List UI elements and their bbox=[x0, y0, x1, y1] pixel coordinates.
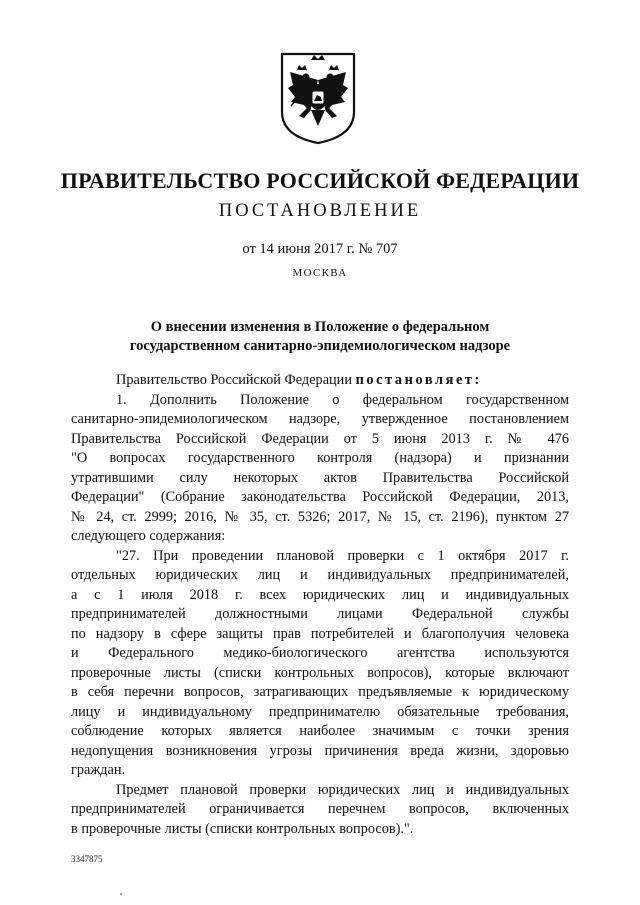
subject-line: О внесении изменения в Положение о федеральном bbox=[150, 319, 490, 335]
russian-coat-of-arms-icon bbox=[277, 50, 359, 146]
body-line: "27. При проведении плановой проверки с 1 октября 2017 г. bbox=[116, 547, 569, 564]
document-body bbox=[71, 371, 569, 839]
body-line: Федерации" (Собрание законодательства Российской Федерации, 2013, bbox=[71, 489, 569, 505]
body-line: санитарно-эпидемиологическом надзоре, утвержденное постановлением bbox=[71, 411, 569, 427]
body-line: недопущения возникновения угрозы причинения вреда жизни, здоровью bbox=[71, 742, 569, 759]
body-line: в себя перечни вопросов, затрагивающих предъявляемые к юридическому bbox=[71, 684, 569, 700]
body-line: соблюдение которых является наиболее значимым с точки зрения bbox=[71, 723, 569, 739]
body-line: следующего содержания: bbox=[71, 528, 226, 544]
preamble bbox=[71, 371, 569, 391]
city: МОСКВА bbox=[292, 267, 348, 279]
scan-mark bbox=[120, 893, 122, 895]
body-line: Предмет плановой проверки юридических лиц и индивидуальных bbox=[116, 781, 569, 798]
body-line: в проверочные листы (списки контрольных вопросов).". bbox=[71, 820, 414, 837]
resolves-word: постановляет: bbox=[355, 372, 482, 388]
body-line: а с 1 июля 2018 г. всех юридических лиц и индивидуальных bbox=[71, 586, 569, 603]
body-line: лицу и индивидуальному предпринимателю обязательные требования, bbox=[71, 703, 569, 720]
body-line: отдельных юридических лиц и индивидуальных предпринимателей, bbox=[71, 567, 569, 583]
government-name: ПРАВИТЕЛЬСТВО РОССИЙСКОЙ ФЕДЕРАЦИИ bbox=[60, 168, 580, 193]
body-line: "О вопросах государственного контроля (надзора) и признании bbox=[71, 450, 569, 466]
body-line: № 24, ст. 2999; 2016, № 35, ст. 5326; 2017, № 15, ст. 2196), пунктом 27 bbox=[71, 508, 569, 525]
preamble-text: Правительство Российской Федерации bbox=[116, 372, 352, 388]
body-line: проверочные листы (списки контрольных вопросов), которые включают bbox=[71, 664, 569, 681]
body-line: утратившими силу некоторых актов Правительства Российской bbox=[71, 469, 569, 486]
body-line: по надзору в сфере защиты прав потребителей и благополучия человека bbox=[71, 625, 569, 642]
body-line: предпринимателей должностными лицами Федеральной службы bbox=[71, 606, 569, 622]
body-line: Правительства Российской Федерации от 5 июня 2013 г. № 476 bbox=[71, 430, 569, 447]
document-type: ПОСТАНОВЛЕНИЕ bbox=[218, 201, 422, 221]
document-subject bbox=[90, 318, 550, 356]
body-line: граждан. bbox=[71, 762, 126, 778]
body-line: предпринимателей ограничивается перечнем вопросов, включенных bbox=[71, 801, 569, 817]
body-line: и Федерального медико-биологического агентства используются bbox=[71, 645, 569, 661]
date-and-number: от 14 июня 2017 г. № 707 bbox=[242, 241, 398, 257]
subject-line: государственном санитарно-эпидемиологическом надзоре bbox=[129, 338, 511, 354]
document-code: 3347875 bbox=[71, 854, 103, 864]
body-line: 1. Дополнить Положение о федеральном государственном bbox=[116, 391, 569, 408]
